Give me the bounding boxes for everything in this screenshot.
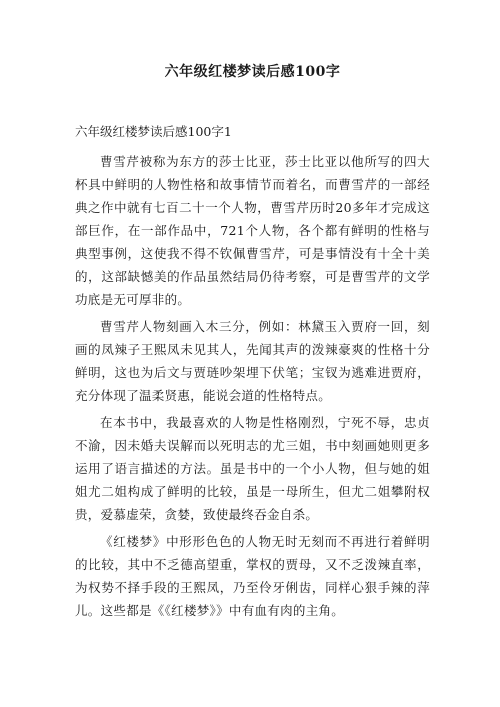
document-title: 六年级红楼梦读后感100字: [164, 64, 341, 80]
document-body: [75, 150, 430, 622]
paragraph-1: 曹雪芹被称为东方的莎士比亚，莎士比亚以他所写的四大杯具中鲜明的人物性格和故事情节而着名，而曹雪芹的一部经典之作中就有七百二十一个人物，曹雪芹历时20多年才完成这部巨作，在一部作品中，721个人物，各个都有鲜明的性格与典型事例，这使我不得不钦佩曹雪芹，可是事情没有十全十美的，这部缺憾美的作品虽然结局仍待考察，可是曹雪芹的文学功底是无可厚非的。: [75, 154, 430, 307]
paragraph-2: 曹雪芹人物刻画入木三分，例如：林黛玉入贾府一回，刻画的凤辣子王熙凤未见其人，先闻其声的泼辣豪爽的性格十分鲜明，这也为后文与贾琏吵架埋下伏笔；宝钗为逃难进贾府，充分体现了温柔贤惠，能说会道的性格特点。: [75, 319, 430, 403]
paragraph-4: 《红楼梦》中形形色色的人物无时无刻而不再进行着鲜明的比较，其中不乏德高望重，掌权的贾母，又不乏泼辣直率，为权势不择手段的王熙凤，乃至伶牙俐齿，同样心狠手辣的萍儿。这些都是《《红楼梦》》中有血有肉的主角。: [75, 534, 430, 618]
section-heading: 六年级红楼梦读后感100字1: [75, 124, 232, 139]
paragraph-3: 在本书中，我最喜欢的人物是性格刚烈，宁死不辱，忠贞不渝，因未婚夫误解而以死明志的尤三姐，书中刻画她则更多运用了语言描述的方法。虽是书中的一个小人物，但与她的姐姐尤二姐构成了鲜明的比较，虽是一母所生，但尤二姐攀附权贵，爱慕虚荣，贪婪，致使最终吞金自杀。: [75, 415, 430, 522]
